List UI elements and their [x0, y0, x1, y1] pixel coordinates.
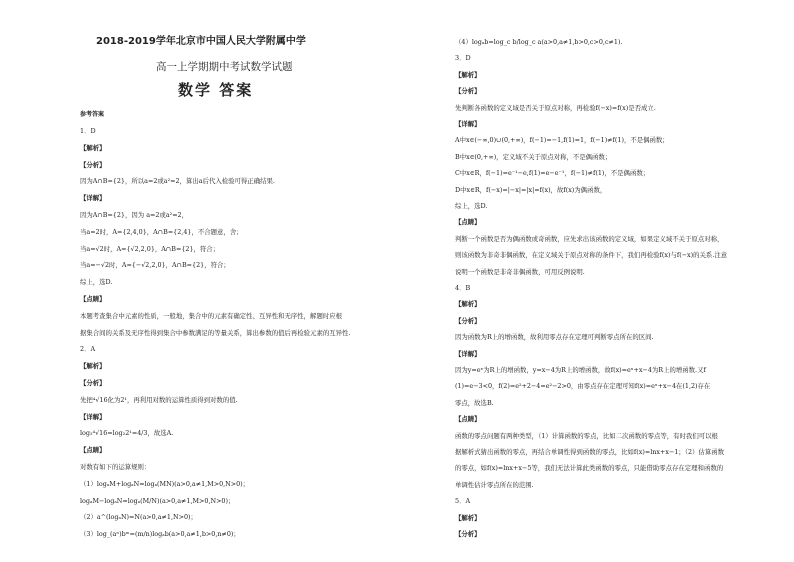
text-line: 综上，选D. [455, 202, 488, 210]
text-line: 判断一个函数是否为偶函数或奇函数，应先求出该函数的定义域，如果定义域不关于原点对称， [455, 234, 724, 243]
document-subtitle: 高一上学期期中考试数学试题 [156, 61, 293, 73]
text-line: 【解析】 [455, 300, 481, 309]
text-line: 【分析】 [80, 379, 106, 387]
text-line: 【点睛】 [80, 295, 106, 303]
text-line: 【详解】 [455, 349, 481, 358]
text-line: 【分析】 [455, 316, 481, 325]
text-line: 单调性估计零点所在的范围. [455, 480, 534, 489]
text-line: （3）log_(aⁿ)bᵐ=(m/n)logₐb(a>0,a≠1,b>0,n≠0)； [80, 530, 240, 539]
document-title: 2018-2019学年北京市中国人民大学附属中学 [96, 36, 306, 47]
text-line: 3．D [455, 54, 471, 63]
answer-heading: 数学 答案 [178, 81, 254, 99]
text-line: 5．A [455, 497, 471, 506]
text-line: 当a=−√2时，A={−√2,2,0}，A∩B={2}，符合； [80, 261, 230, 270]
text-line: 【解析】 [80, 143, 106, 152]
text-line: (1)=e−3<0，f(2)=e²+2−4=e²−2>0，由零点存在定理可知f(x)=eˣ+x−4在(1,2)存在 [455, 382, 711, 391]
text-line: 本题考查集合中元素的性质，一般地，集合中的元素有确定性、互异性和无序性，解题时应根 [80, 311, 343, 320]
text-line: C中x∈R，f(−1)=e⁻¹−e,f(1)=e−e⁻¹，f(−1)≠f(1)，不是偶函数； [455, 169, 650, 178]
text-line: 【分析】 [455, 87, 481, 96]
text-line: 据解析式猜出函数的零点，再结合单调性得到函数的零点，比如f(x)=lnx+x−1；（2）估算函数 [455, 448, 724, 456]
text-line: logₐM−logₐN=logₐ(M/N)(a>0,a≠1,M>0,N>0)； [80, 496, 235, 505]
text-line: 先判断各函数的定义域是否关于原点对称，再检验f(−x)=f(x)是否成立. [455, 103, 656, 112]
text-line: 【点睛】 [455, 415, 481, 424]
text-line: 【解析】 [80, 362, 106, 371]
text-line: 当a=√2时，A={√2,2,0}，A∩B={2}，符合； [80, 244, 220, 253]
text-line: 【点睛】 [80, 446, 106, 455]
text-line: （2）a^(logₐN)=N(a>0,a≠1,N>0)； [80, 513, 197, 522]
text-line: 的零点，如f(x)=lnx+x−5等，我们无法计算此类函数的零点，只能借助零点存在定理和函数的 [455, 464, 724, 473]
text-line: 【分析】 [455, 530, 481, 538]
text-line: 据集合间的关系及无序性得到集合中参数满足的等量关系，算出参数的值后再检验元素的互异性. [80, 328, 351, 337]
text-line: 零点，故选B. [455, 398, 494, 407]
text-line: 【分析】 [80, 160, 106, 169]
text-line: 【详解】 [80, 194, 106, 203]
column-divider [429, 20, 430, 540]
text-line: 因为A∩B={2}，因为 a=2或a²=2， [80, 211, 189, 219]
text-line: 【点睛】 [455, 218, 481, 227]
text-line: 因为函数为R上的增函数，故利用零点存在定理可判断零点所在的区间. [455, 333, 654, 342]
reference-answer-label: 参考答案 [80, 111, 105, 118]
left-column [80, 0, 380, 562]
text-line: 【详解】 [80, 412, 106, 421]
text-line: 因为y=eˣ为R上的增函数，y=x−4为R上的增函数，故f(x)=eˣ+x−4为R上的增函数.又f [455, 366, 706, 374]
text-line: 因为A∩B={2}，所以a=2或a²=2，算出a后代入检验可得正确结果. [80, 177, 275, 186]
text-line: 则该函数为非奇非偶函数，在定义域关于原点对称的条件下，我们再检验f(x)与f(−x)的关系.注意 [455, 251, 728, 260]
text-line: B中x∈(0,+∞)，定义域不关于原点对称，不是偶函数； [455, 152, 612, 161]
text-line: 【解析】 [455, 70, 481, 79]
text-line: 2．A [80, 345, 96, 354]
text-line: A中x∈(−∞,0)∪(0,+∞)，f(−1)=−1,f(1)=1，f(−1)≠f(1)，不是偶函数； [455, 136, 669, 145]
text-line: 【解析】 [455, 513, 481, 522]
text-line: 对数有如下的运算规则： [80, 463, 151, 471]
text-line: log₂⁴√16=log₂2¹=4/3，故选A. [80, 429, 174, 438]
text-line: 函数的零点问题有两种类型，（1）计算函数的零点，比如二次函数的零点等，有时我们可以根 [455, 431, 718, 440]
text-line: 【详解】 [455, 120, 481, 128]
text-line: D中x∈R，f(−x)=|−x|=|x|=f(x)，故f(x)为偶函数， [455, 185, 607, 194]
text-line: 综上，选D. [80, 278, 113, 287]
right-column [455, 0, 785, 562]
text-line: （1）logₐM+logₐN=logₐ(MN)(a>0,a≠1,M>0,N>0)； [80, 479, 250, 488]
text-line: 当a=2时，A={2,4,0}，A∩B={2,4}，不合题意，舍； [80, 227, 243, 236]
text-line: 说明一个函数是非奇非偶函数，可用反例说明. [455, 267, 585, 276]
text-line: （4）logₐb=log_c b/log_c a(a>0,a≠1,b>0,c>0,c≠1). [455, 38, 623, 46]
text-line: 先把⁴√16化为2¹，再利用对数的运算性质得到对数的值. [80, 395, 238, 404]
text-line: 1．D [80, 127, 96, 135]
text-line: 4．B [455, 284, 471, 292]
